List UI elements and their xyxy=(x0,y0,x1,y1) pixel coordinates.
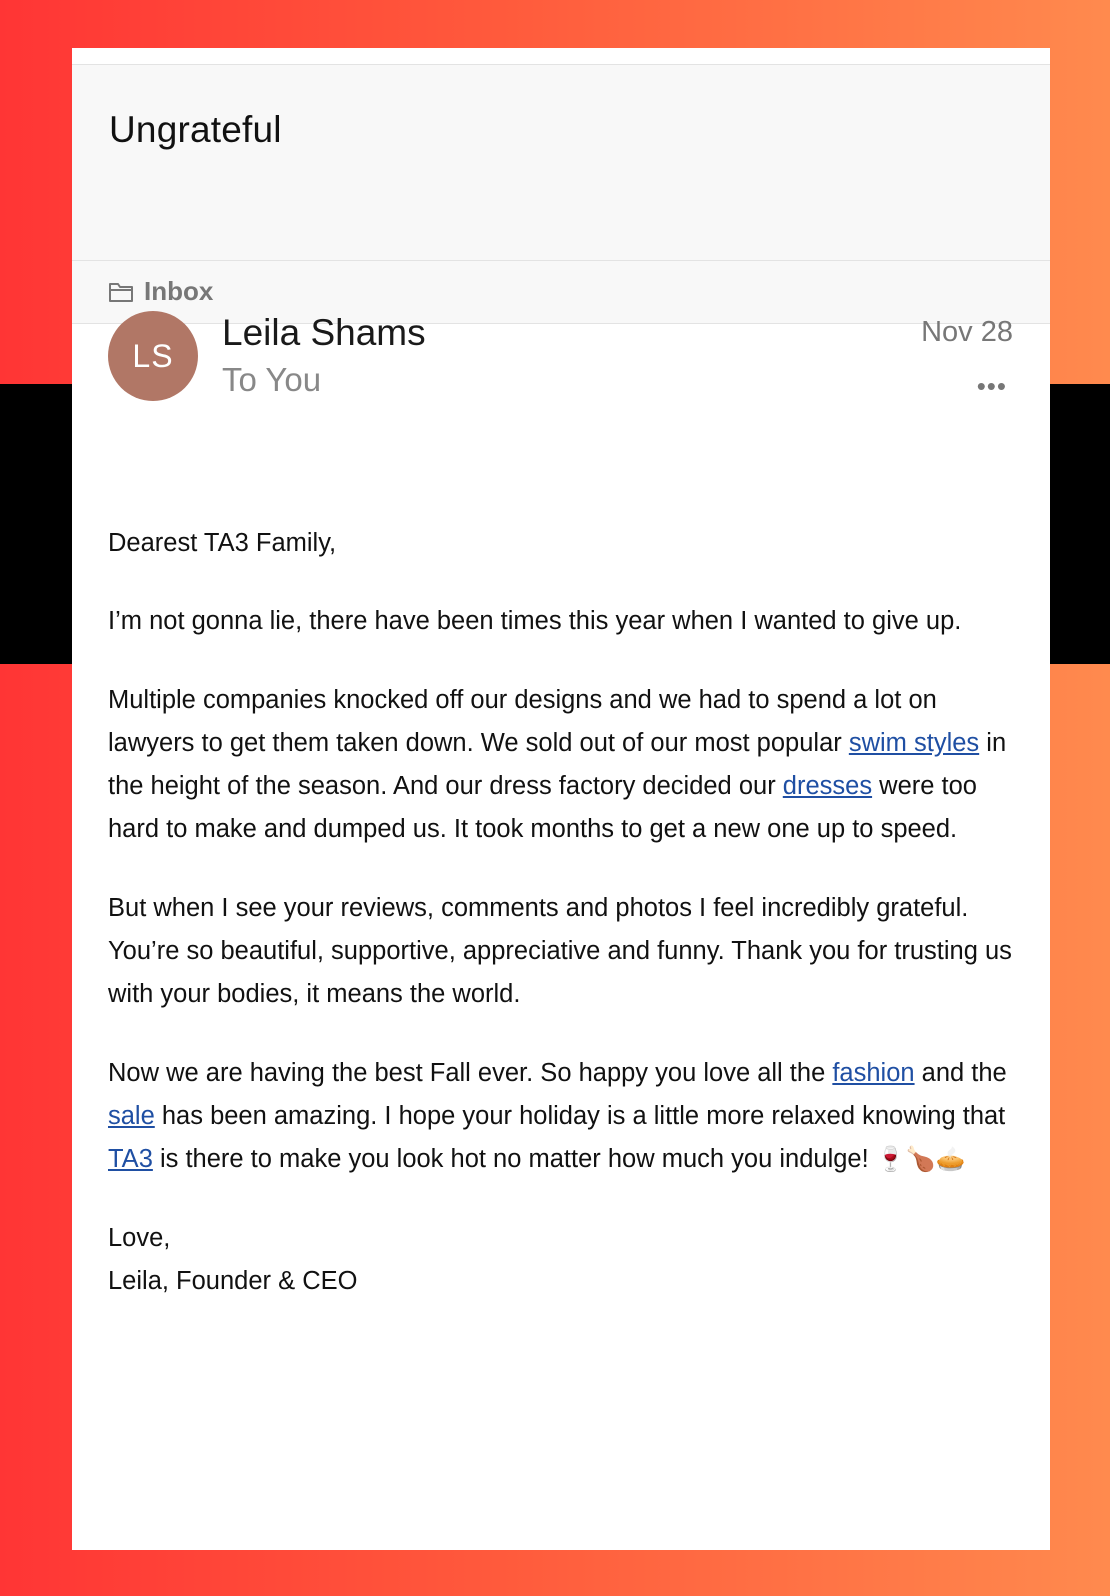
paragraph-2 xyxy=(108,679,1018,852)
folder-label[interactable]: Inbox xyxy=(144,276,214,306)
paragraph-1: I’m not gonna lie, there have been times this year when I wanted to give up. xyxy=(108,607,962,636)
folder-bar[interactable] xyxy=(72,261,1050,324)
greeting: Dearest TA3 Family, xyxy=(108,529,337,557)
paragraph-3: But when I see your reviews, comments and photos I feel incredibly grateful. You’re so beautiful, supportive, appreciative and funny. Thank you for trusting us with your bodies, it means the world. xyxy=(108,893,1012,1009)
recipient-label: To You xyxy=(222,361,322,398)
sale-link[interactable]: sale xyxy=(108,1101,155,1130)
subject-header xyxy=(72,64,1050,261)
fashion-link[interactable]: fashion xyxy=(832,1058,915,1087)
email-date: Nov 28 xyxy=(921,316,1013,348)
p2-text-b: in the height of the season. And our dress factory decided our xyxy=(108,728,1007,801)
p4-text-c: has been amazing. I hope your holiday is a little more relaxed knowing that xyxy=(154,1101,1006,1130)
holiday-emojis: 🍷🍗🥧 xyxy=(875,1146,966,1174)
swim-styles-link[interactable]: swim styles xyxy=(848,728,980,757)
paragraph-4 xyxy=(108,1052,1018,1182)
email-card xyxy=(72,48,1050,1550)
signoff: Love, xyxy=(108,1223,171,1252)
dresses-link[interactable]: dresses xyxy=(782,772,873,801)
folder-icon xyxy=(108,281,134,303)
more-options-button[interactable]: ••• xyxy=(976,371,1007,401)
sender-avatar: LS xyxy=(108,311,198,401)
email-body xyxy=(108,522,1018,1303)
p4-text-d: is there to make you look hot no matter how much you indulge! xyxy=(152,1145,869,1174)
p4-text-b: and the xyxy=(914,1058,1007,1087)
p2-text-a: Multiple companies knocked off our designs and we had to spend a lot on lawyers to get them taken down. We sold out of our most popular xyxy=(108,685,937,757)
sender-name: Leila Shams xyxy=(222,312,426,353)
signoff-block xyxy=(108,1217,1018,1304)
email-subject: Ungrateful xyxy=(109,109,282,150)
signature: Leila, Founder & CEO xyxy=(108,1266,358,1295)
p4-text-a: Now we are having the best Fall ever. So happy you love all the xyxy=(108,1058,833,1087)
p2-text-c: were too hard to make and dumped us. It took months to get a new one up to speed. xyxy=(108,772,977,844)
ta3-link[interactable]: TA3 xyxy=(108,1145,153,1174)
